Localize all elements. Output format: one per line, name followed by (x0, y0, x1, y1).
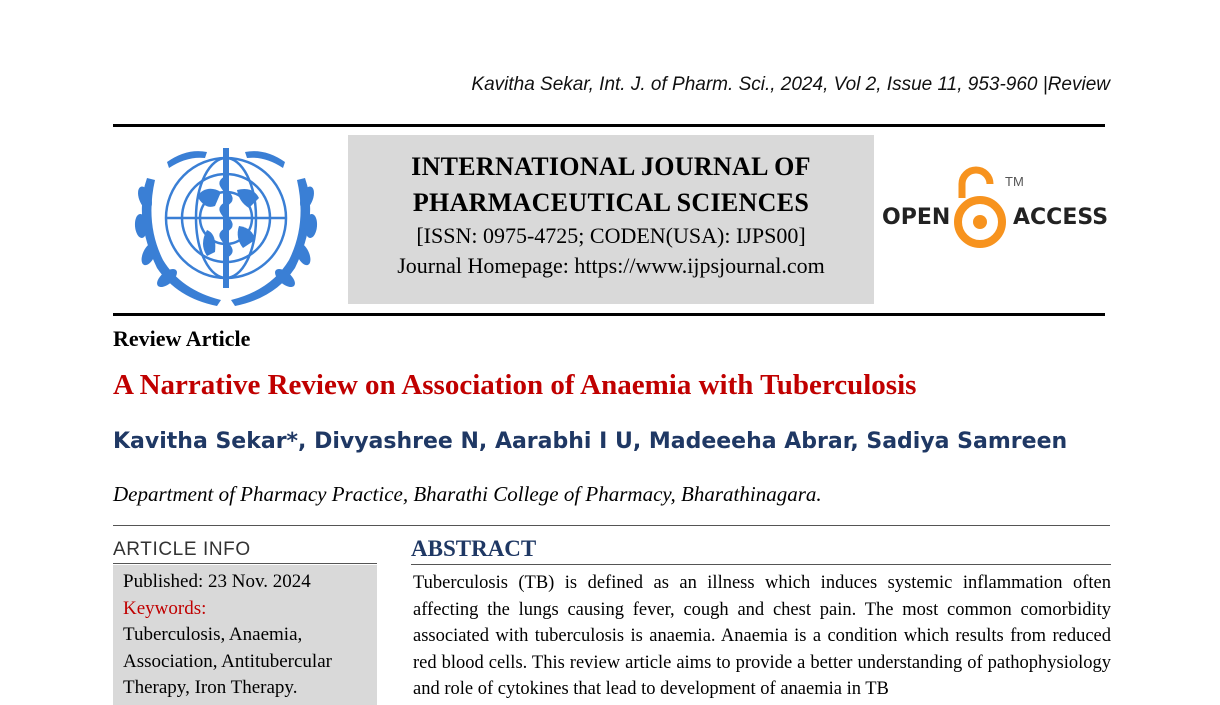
citation-line: Kavitha Sekar, Int. J. of Pharm. Sci., 2024, Vol 2, Issue 11, 953-960 |Review (471, 74, 1110, 95)
open-access-right-text: ACCESS (1013, 205, 1108, 230)
abstract-text: Tuberculosis (TB) is defined as an illness which induces systemic inflammation often affecting the lungs causing fever, cough and chest pain. The most common comorbidity associated with tuberculosis is anaemia. Anaemia is a condition which results from reduced red blood cells. This review article aims to provide a better understanding of pathophysiology and role of cytokines that lead to development of anaemia in TB (413, 573, 1111, 699)
open-access-logo (880, 166, 1108, 254)
abstract-heading: ABSTRACT (411, 536, 537, 561)
header-top-rule (113, 124, 1105, 127)
journal-title-line2: PHARMACEUTICAL SCIENCES (412, 188, 810, 217)
journal-homepage: Journal Homepage: https://www.ijpsjournal.com (397, 253, 825, 278)
article-type: Review Article (113, 326, 251, 351)
abstract-rule (411, 564, 1111, 565)
keywords-label: Keywords: (123, 597, 207, 619)
journal-title-line1: INTERNATIONAL JOURNAL OF (411, 152, 811, 181)
keywords-list: Tuberculosis, Anaemia, Association, Antitubercular Therapy, Iron Therapy. (123, 624, 332, 698)
article-title: A Narrative Review on Association of Anaemia with Tuberculosis (113, 369, 917, 401)
article-info-heading: ARTICLE INFO (113, 539, 251, 560)
who-emblem-logo (127, 138, 325, 306)
article-affiliation: Department of Pharmacy Practice, Bharathi College of Pharmacy, Bharathinagara. (113, 482, 822, 506)
open-access-lock-icon (958, 170, 1002, 244)
article-info-box (113, 565, 377, 705)
section-divider (113, 525, 1110, 526)
header-bottom-rule (113, 313, 1105, 316)
journal-issn: [ISSN: 0975-4725; CODEN(USA): IJPS00] (416, 223, 806, 248)
published-date: Published: 23 Nov. 2024 (123, 571, 311, 592)
article-info-rule (113, 563, 377, 564)
article-authors: Kavitha Sekar*, Divyashree N, Aarabhi I U, Madeeeha Abrar, Sadiya Samreen (113, 429, 1068, 454)
journal-header-box (348, 135, 874, 304)
trademark-mark: TM (1005, 174, 1024, 189)
open-access-left-text: OPEN (882, 205, 951, 230)
